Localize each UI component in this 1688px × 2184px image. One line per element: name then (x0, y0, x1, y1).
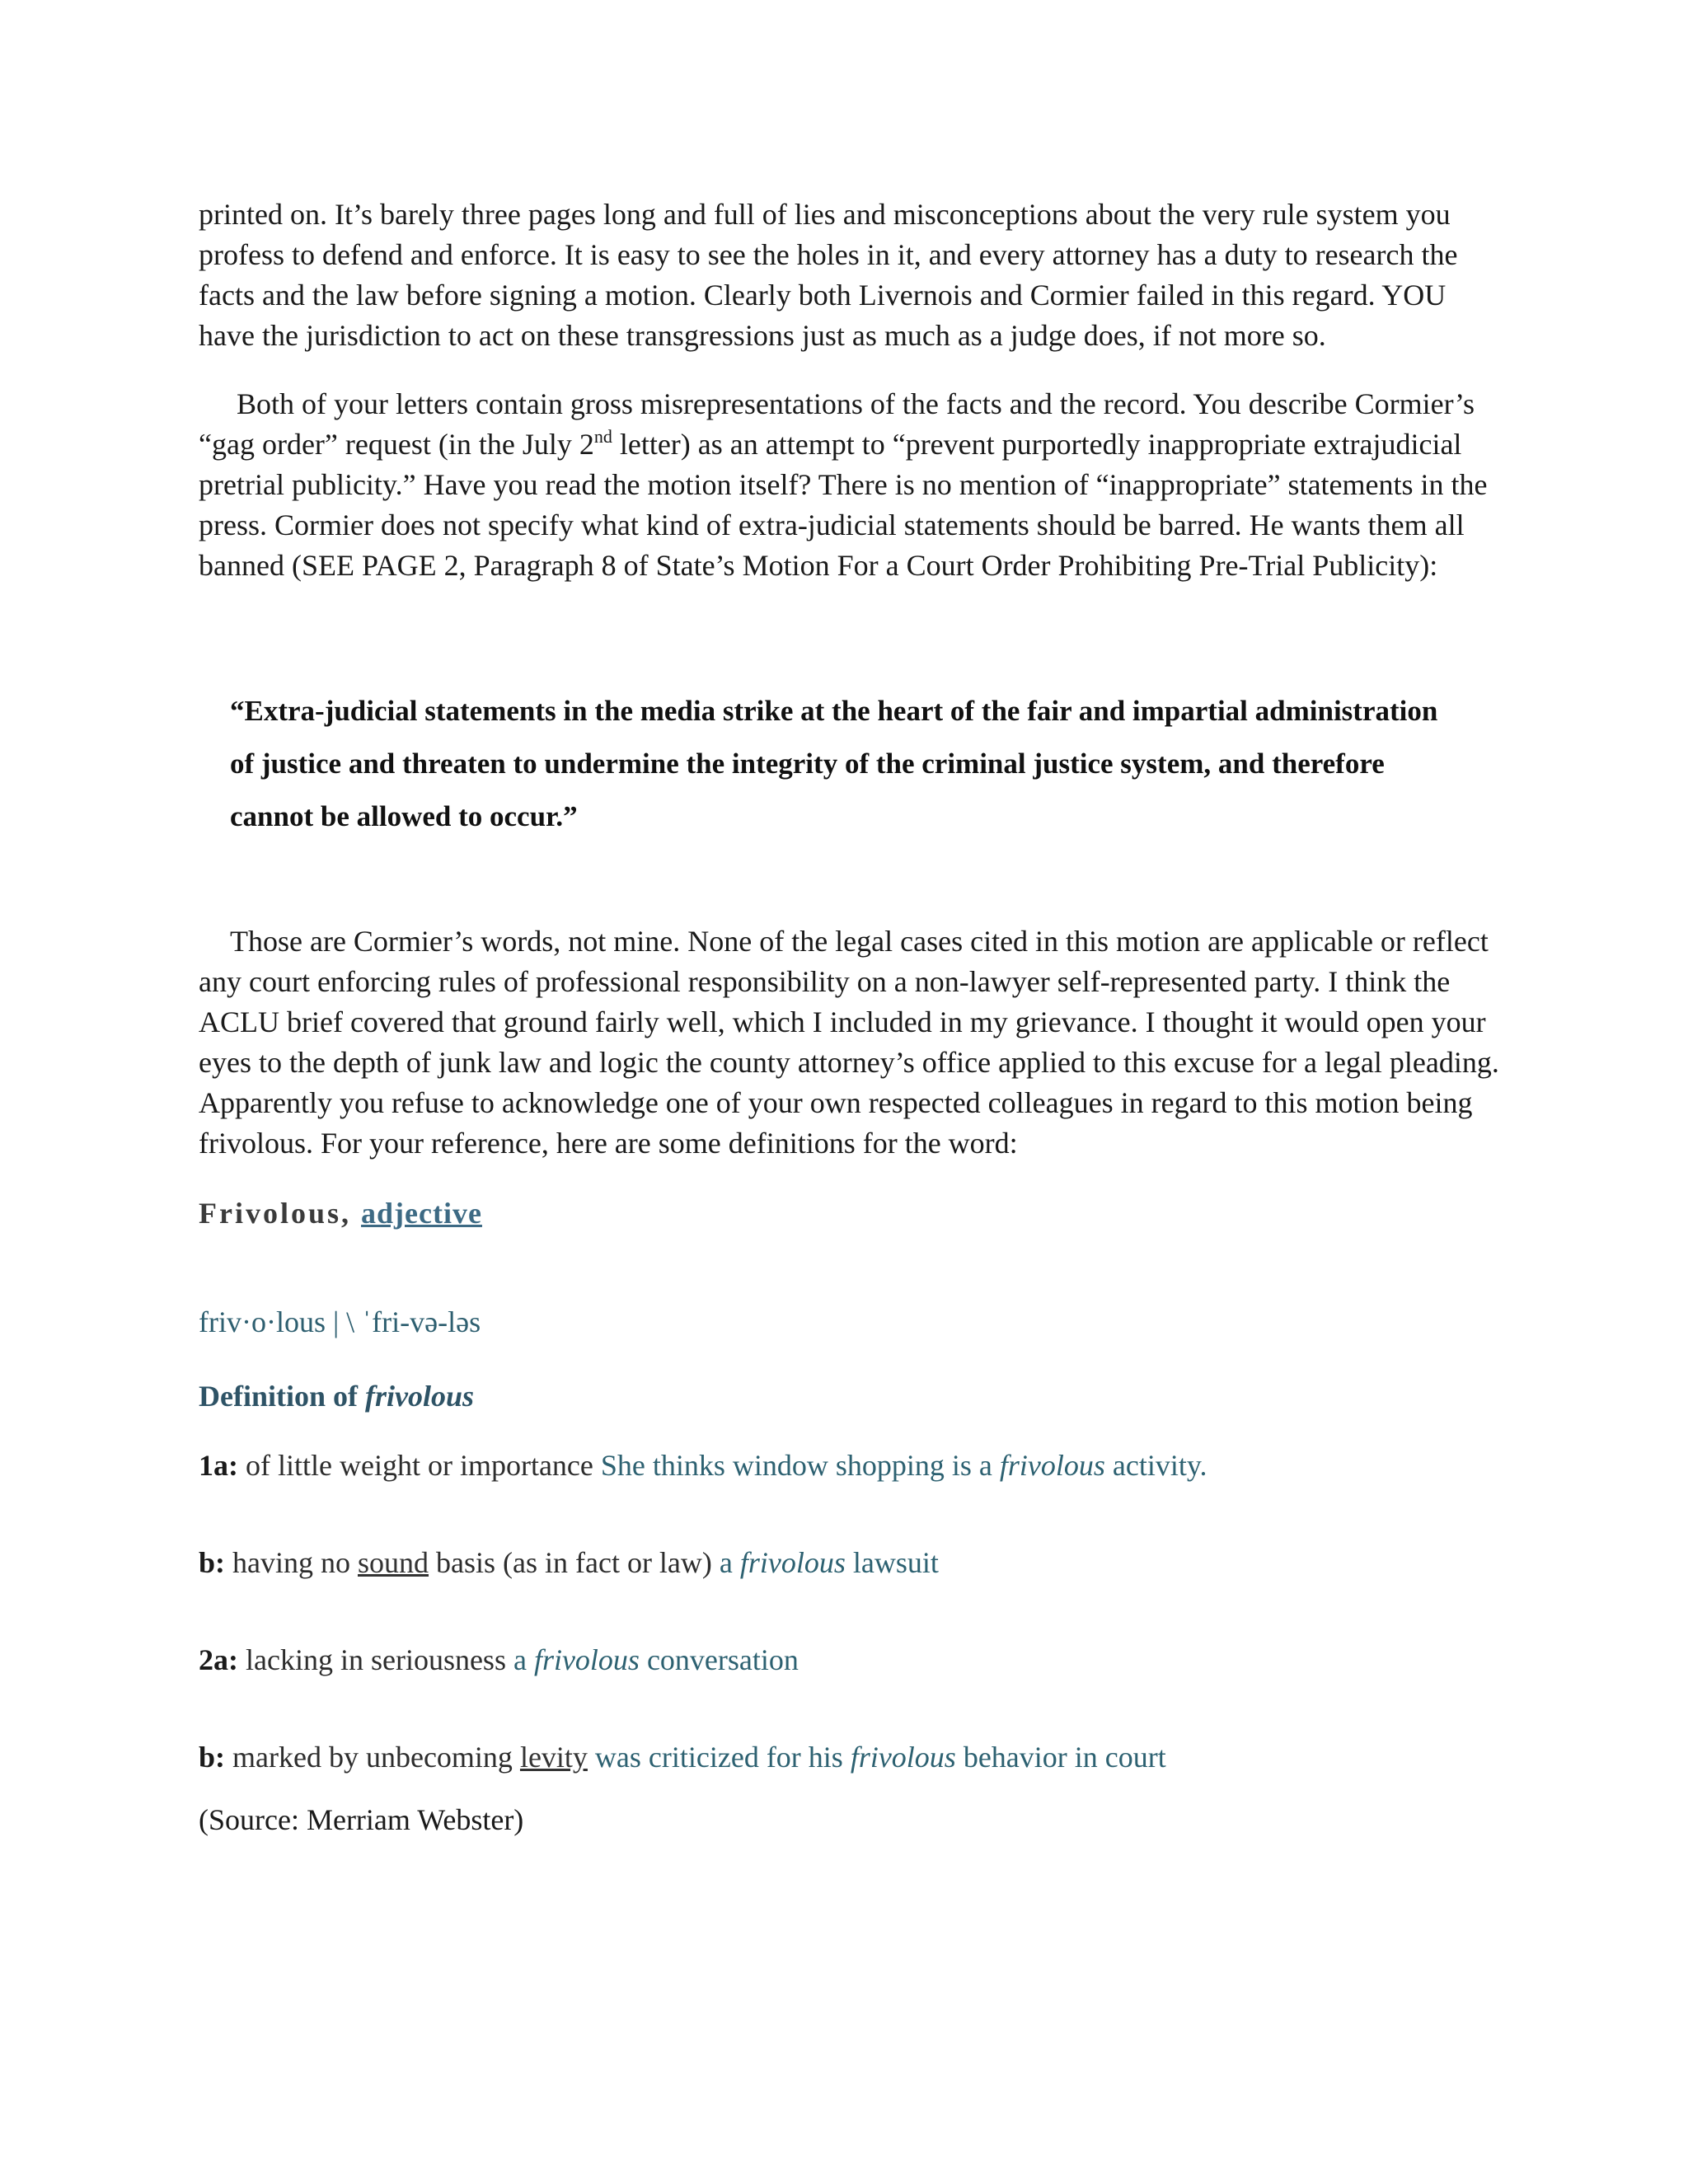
example-word: frivolous (850, 1741, 956, 1774)
sense-1b (199, 1544, 1501, 1581)
sense-example (720, 1546, 939, 1579)
sense-example (513, 1643, 799, 1676)
sense-example (588, 1741, 1166, 1774)
sense-2b (199, 1739, 1501, 1775)
example-text: was criticized for his (587, 1741, 851, 1774)
block-quote: “Extra-judicial statements in the media strike at the heart of the fair and impartial administration of justice and threaten to undermine the integrity of the criminal justice system, and therefore cannot be allowed to occur.” (230, 695, 1438, 832)
sense-label: 1a: (199, 1449, 238, 1482)
definition-heading-prefix: Definition of (199, 1380, 365, 1413)
sense-label: b: (199, 1546, 226, 1579)
sense-meaning: basis (as in fact or law) (429, 1546, 720, 1579)
example-text: behavior in court (955, 1741, 1166, 1774)
example-text: She thinks window shopping is a (600, 1449, 1000, 1482)
definition-heading (199, 1378, 1501, 1414)
paragraph-text: letter) as an attempt to “prevent purportedly inappropriate extrajudicial pretrial publicity.” Have you read the motion itself? There is no mention of “inappropriate” statements in the press. Cormier does not specify what kind of extra-judicial statements should be barred. He wants them all banned (SEE PAGE 2, Paragraph 8 of State’s Motion For a Court Order Prohibiting Pre-Trial Publicity): (199, 428, 1488, 582)
part-of-speech-link[interactable]: adjective (361, 1197, 482, 1230)
sense-2a (199, 1642, 1501, 1678)
example-word: frivolous (999, 1449, 1105, 1482)
pronunciation: friv·o·lous | \ ˈfri-və-ləs (199, 1305, 481, 1338)
sense-meaning: lacking in seriousness (238, 1643, 513, 1676)
sense-example (601, 1449, 1207, 1482)
example-text: activity. (1104, 1449, 1207, 1482)
sense-meaning: having no (225, 1546, 358, 1579)
example-text: a (513, 1643, 534, 1676)
source-citation: (Source: Merriam Webster) (199, 1803, 524, 1836)
term-word: Frivolous, (199, 1197, 352, 1230)
page-body (199, 194, 1501, 1838)
definition-heading-word: frivolous (365, 1380, 475, 1413)
example-text: a (719, 1546, 740, 1579)
example-word: frivolous (533, 1643, 640, 1676)
sense-meaning: of little weight or importance (238, 1449, 601, 1482)
paragraph-text: Both of your letters contain gross misrepresentations of the facts and the record. You describe Cormier’s “gag order” request (in the July 2 (199, 387, 1475, 461)
ordinal-superscript: nd (593, 426, 612, 447)
sense-meaning: marked by unbecoming (225, 1741, 520, 1774)
sense-label: 2a: (199, 1643, 238, 1676)
example-text: lawsuit (845, 1546, 939, 1579)
paragraph-cormier-words: Those are Cormier’s words, not mine. None of the legal cases cited in this motion are applicable or reflect any court enforcing rules of professional responsibility on a non-lawyer self-represented party. I think the ACLU brief covered that ground fairly well, which I included in my grievance. I thought it would open your eyes to the depth of junk law and logic the county attorney’s office applied to this excuse for a legal pleading. Apparently you refuse to acknowledge one of your own respected colleagues in regard to this motion being frivolous. For your reference, here are some definitions for the word: (199, 925, 1499, 1160)
sound-link[interactable]: sound (358, 1546, 429, 1579)
paragraph-misrepresentations (199, 384, 1501, 586)
example-text: conversation (639, 1643, 799, 1676)
paragraph-opening: printed on. It’s barely three pages long and full of lies and misconceptions about the very rule system you profess to defend and enforce. It is easy to see the holes in it, and every attorney has a duty to research the facts and the law before signing a motion. Clearly both Livernois and Cormier failed in this regard. YOU have the jurisdiction to act on these transgressions just as much as a judge does, if not more so. (199, 198, 1458, 352)
levity-link[interactable]: levity (519, 1741, 588, 1774)
dictionary-term (199, 1195, 1501, 1231)
sense-1a (199, 1447, 1501, 1483)
sense-label: b: (199, 1741, 226, 1774)
example-word: frivolous (739, 1546, 846, 1579)
